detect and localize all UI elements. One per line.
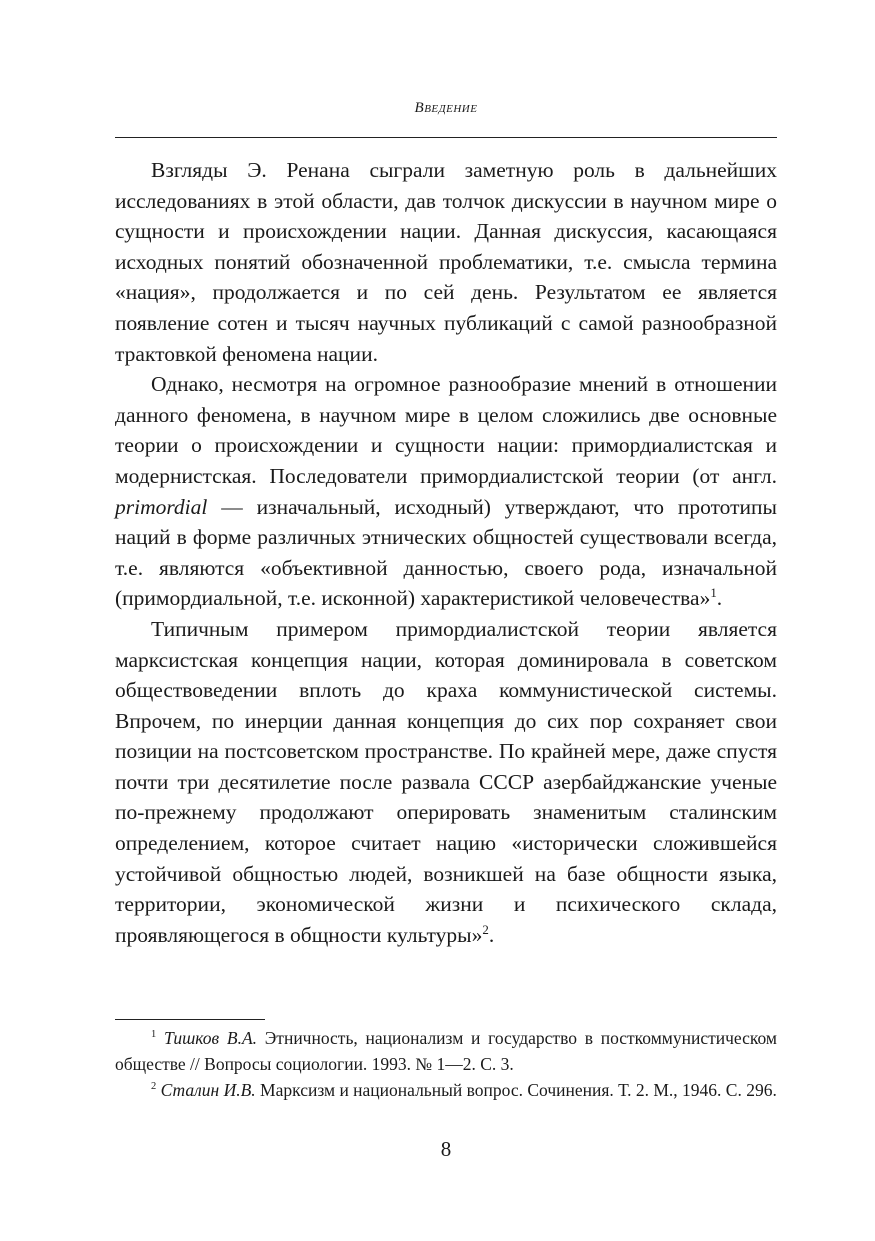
footnotes	[115, 1025, 777, 1103]
footnote-ref-2[interactable]: 2	[482, 922, 489, 937]
running-header: Введение	[414, 100, 478, 116]
paragraph-3	[115, 614, 777, 951]
footnote-rule	[115, 1019, 265, 1020]
footnote-1-text: Этничность, национализм и государство в посткоммунистическом обществе // Вопросы социологии. 1993. № 1—2. С. 3.	[115, 1028, 777, 1074]
header-rule	[115, 137, 777, 138]
footnote-2-text: Марксизм и национальный вопрос. Сочинения. Т. 2. М., 1946. С. 296.	[255, 1080, 777, 1100]
footnote-2-author: Сталин И.В.	[160, 1080, 256, 1100]
paragraph-2	[115, 369, 777, 614]
footnote-1	[115, 1025, 777, 1077]
paragraph-1-text: Взгляды Э. Ренана сыграли заметную роль в дальнейших исследованиях в этой области, дав толчок дискуссии в научном мире о сущности и происхождении нации. Данная дискуссия, касающаяся исходных понятий обозначенной проблематики, т.е. смысла термина «нация», продолжается и по сей день. Результатом ее является появление сотен и тысяч научных публикаций с самой разнообразной трактовкой феномена нации.	[115, 158, 777, 366]
paragraph-2-text-end: — изначальный, исходный) утверждают, что прототипы наций в форме различных этнических общностей существовали всегда, т.е. являются «объективной данностью, своего рода, изначальной (примордиальной, т.е. исконной) характеристикой человечества»	[115, 494, 777, 611]
body-text	[115, 155, 777, 950]
footnote-1-author: Тишков В.А.	[164, 1028, 258, 1048]
paragraph-3-period: .	[488, 922, 495, 947]
footnote-2-number: 2	[151, 1081, 157, 1093]
paragraph-2-period: .	[716, 586, 723, 611]
footnote-ref-1[interactable]: 1	[710, 586, 717, 601]
paragraph-2-text-start: Однако, несмотря на огромное разнообразие мнений в отношении данного феномена, в научном мире в целом сложились две основные теории о происхождении и сущности нации: примордиалистская и модернистская. Последователи примордиалистской теории (от англ.	[115, 372, 777, 488]
term-primordial: primordial	[115, 494, 208, 519]
paragraph-1	[115, 155, 777, 369]
footnote-1-number: 1	[151, 1029, 157, 1041]
page-number: 8	[440, 1137, 452, 1161]
paragraph-3-text: Типичным примером примордиалистской теории является марксистская концепция нации, которая доминировала в советском обществоведении вплоть до краха коммунистической системы. Впрочем, по инерции данная концепция до сих пор сохраняет свои позиции на постсоветском пространстве. По крайней мере, даже спустя почти три десятилетие после развала СССР азербайджанские ученые по-прежнему продолжают оперировать знаменитым сталинским определением, которое считает нацию «исторически сложившейся устойчивой общностью людей, возникшей на базе общности языка, территории, экономической жизни и психического склада, проявляющегося в общности культуры»	[115, 616, 777, 947]
footnote-2	[115, 1077, 777, 1103]
